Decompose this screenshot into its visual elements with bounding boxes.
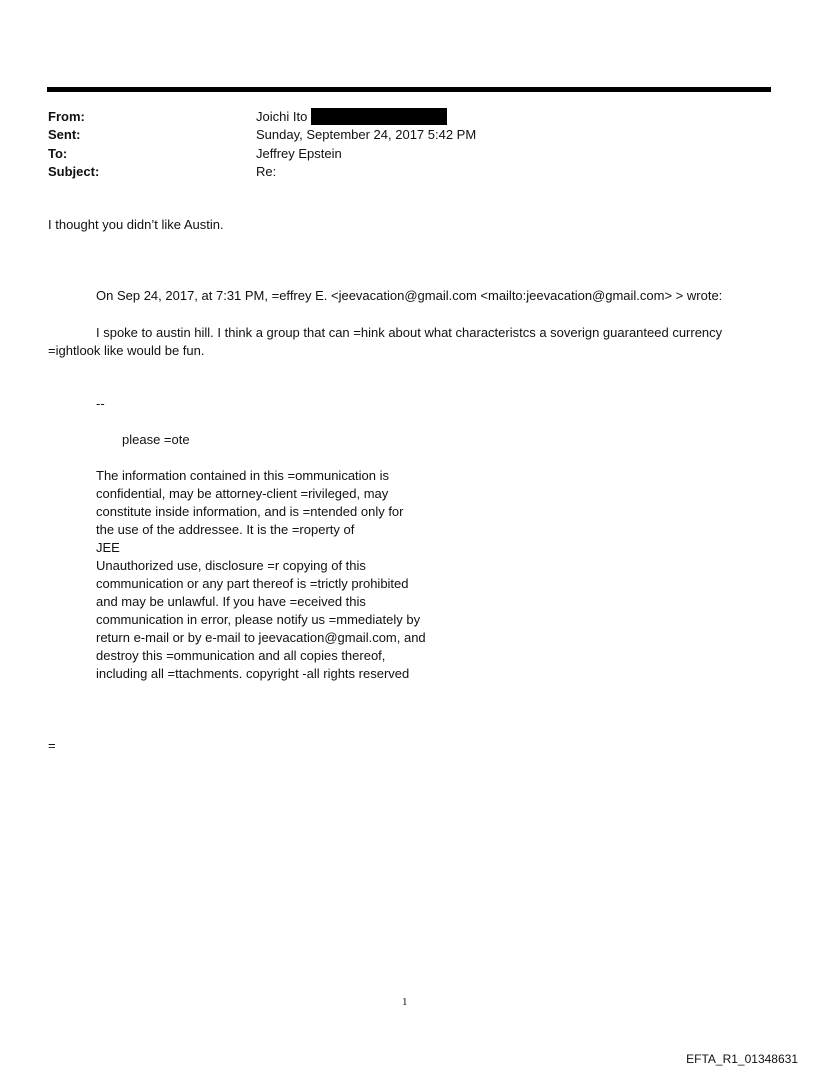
header-rule <box>47 87 771 92</box>
disclaimer-line: including all =ttachments. copyright -all rights reserved <box>96 666 410 681</box>
redaction-box <box>311 108 447 125</box>
disclaimer-line: destroy this =ommunication and all copies thereof, <box>96 648 386 663</box>
reply-text: I thought you didn’t like Austin. <box>48 217 224 232</box>
quote-header: On Sep 24, 2017, at 7:31 PM, =effrey E. <jeevacation@gmail.com <mailto:jeevacation@gmail.com> > wrote: <box>96 288 723 303</box>
disclaimer-line: confidential, may be attorney-client =rivileged, may <box>96 486 389 501</box>
page-number: 1 <box>402 996 408 1008</box>
quote-line-1: I spoke to austin hill. I think a group that can =hink about what characteristcs a soverign guaranteed currency <box>96 325 723 340</box>
trailing-equals: = <box>48 738 56 753</box>
subject-value: Re: <box>256 164 277 179</box>
please-note: please =ote <box>122 432 190 447</box>
bates-number: EFTA_R1_01348631 <box>686 1052 798 1066</box>
subject-label: Subject: <box>48 164 100 179</box>
from-label: From: <box>48 109 85 124</box>
disclaimer-line: communication in error, please notify us =mmediately by <box>96 612 421 627</box>
disclaimer-line: The information contained in this =ommunication is <box>96 468 390 483</box>
sent-value: Sunday, September 24, 2017 5:42 PM <box>256 127 477 142</box>
to-label: To: <box>48 146 68 161</box>
from-name: Joichi Ito <box>256 109 308 124</box>
sent-label: Sent: <box>48 127 81 142</box>
signature-dash: -- <box>96 396 105 411</box>
disclaimer-line: Unauthorized use, disclosure =r copying of this <box>96 558 366 573</box>
disclaimer-line: return e-mail or by e-mail to jeevacation@gmail.com, and <box>96 630 426 645</box>
disclaimer-line: the use of the addressee. It is the =roperty of <box>96 522 355 537</box>
from-value <box>256 108 447 125</box>
disclaimer-line: JEE <box>96 540 120 555</box>
disclaimer-line: constitute inside information, and is =ntended only for <box>96 504 404 519</box>
disclaimer-line: communication or any part thereof is =trictly prohibited <box>96 576 409 591</box>
to-value: Jeffrey Epstein <box>256 146 342 161</box>
quote-line-2: =ightlook like would be fun. <box>48 343 205 358</box>
disclaimer-line: and may be unlawful. If you have =eceived this <box>96 594 366 609</box>
